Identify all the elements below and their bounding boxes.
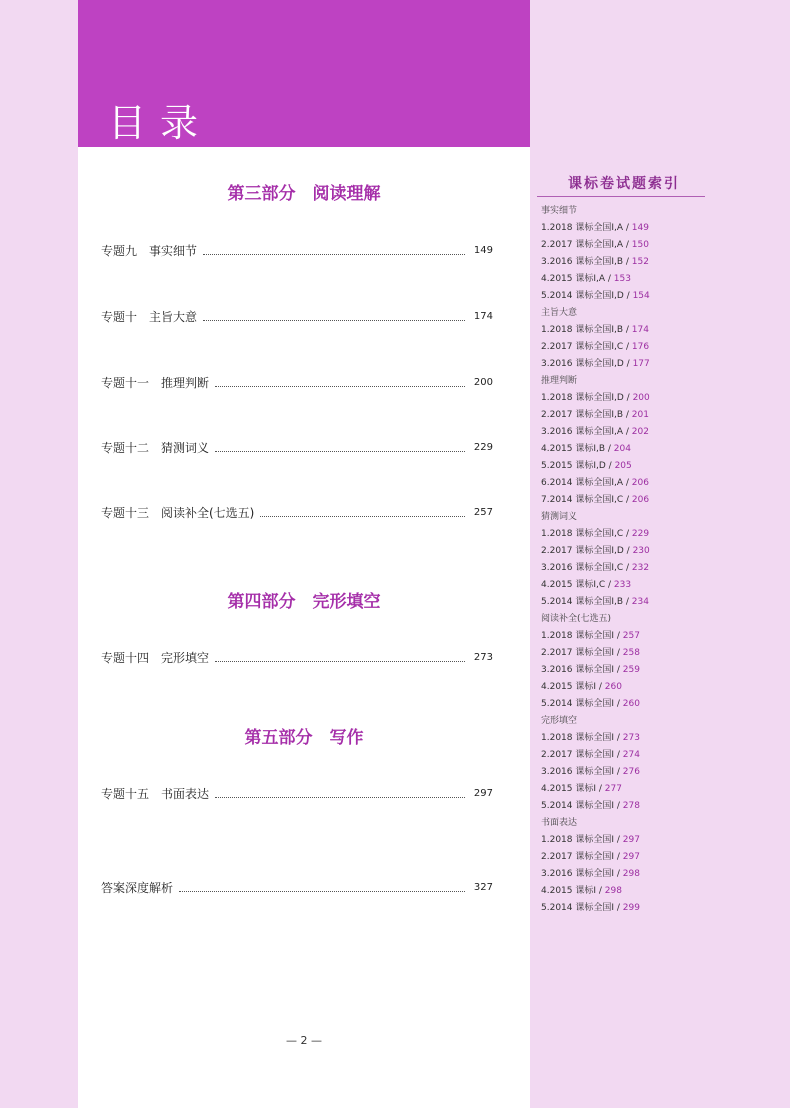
sidebar-index-list [541, 203, 781, 917]
sidebar-item-text: 3.2016 课标全国Ⅰ,B / [541, 257, 632, 267]
sidebar-item-page: 298 [622, 869, 640, 879]
toc-entry-page: 149 [473, 244, 493, 256]
sidebar-item-text: 4.2015 课标Ⅰ / [541, 886, 605, 896]
sidebar-item-text: 3.2016 课标全国Ⅰ,D / [541, 359, 633, 369]
sidebar-item-page: 150 [631, 240, 649, 250]
dot-leader [203, 312, 465, 321]
sidebar-item-text: 2.2017 课标全国Ⅰ / [541, 852, 623, 862]
sidebar-item-text: 书面表达 [541, 818, 578, 828]
sidebar-item-text: 2.2017 课标全国Ⅰ,D / [541, 546, 633, 556]
sidebar-item-page: 230 [632, 546, 650, 556]
sidebar-group-heading [541, 373, 781, 390]
sidebar-group-heading [541, 203, 781, 220]
main-content-panel [78, 147, 530, 1108]
sidebar-item-page: 259 [622, 665, 640, 675]
sidebar-item-text: 7.2014 课标全国Ⅰ,C / [541, 495, 632, 505]
sidebar-item-page: 200 [632, 393, 650, 403]
sidebar-item-text: 5.2014 课标全国Ⅰ,D / [541, 291, 633, 301]
sidebar-item-text: 4.2015 课标Ⅰ,C / [541, 580, 614, 590]
page-title: 目录 [108, 101, 213, 145]
sidebar-index-item[interactable] [541, 390, 781, 407]
sidebar-index-item[interactable] [541, 747, 781, 764]
toc-entry-page: 273 [473, 651, 493, 663]
toc-entry[interactable] [101, 878, 493, 896]
sidebar-item-page: 297 [622, 852, 640, 862]
sidebar-index-item[interactable] [541, 288, 781, 305]
sidebar-item-text: 3.2016 课标全国Ⅰ / [541, 767, 623, 777]
dot-leader [215, 653, 465, 662]
sidebar-index-item[interactable] [541, 696, 781, 713]
toc-entry-page: 257 [473, 506, 493, 518]
sidebar-item-page: 257 [622, 631, 640, 641]
sidebar-item-page: 277 [604, 784, 622, 794]
sidebar-group-heading [541, 713, 781, 730]
sidebar-index-item[interactable] [541, 492, 781, 509]
sidebar-item-page: 229 [631, 529, 650, 539]
sidebar-item-text: 1.2018 课标全国Ⅰ / [541, 733, 623, 743]
sidebar-item-text: 1.2018 课标全国Ⅰ,A / [541, 223, 632, 233]
sidebar-index-item[interactable] [541, 424, 781, 441]
sidebar-index-item[interactable] [541, 798, 781, 815]
sidebar-item-text: 2.2017 课标全国Ⅰ,C / [541, 342, 632, 352]
sidebar-item-page: 273 [622, 733, 640, 743]
toc-entry[interactable] [101, 307, 493, 325]
toc-entry-label: 专题十三 阅读补全(七选五) [101, 505, 255, 520]
sidebar-item-page: 206 [631, 495, 650, 505]
sidebar-item-text: 2.2017 课标全国Ⅰ / [541, 750, 623, 760]
sidebar-item-page: 152 [631, 257, 649, 267]
sidebar-item-text: 5.2014 课标全国Ⅰ,B / [541, 597, 632, 607]
toc-entry[interactable] [101, 503, 493, 521]
sidebar-index-item[interactable] [541, 883, 781, 900]
sidebar-item-text: 3.2016 课标全国Ⅰ,C / [541, 563, 632, 573]
sidebar-item-text: 阅读补全(七选五) [541, 614, 612, 624]
sidebar-index-item[interactable] [541, 441, 781, 458]
sidebar-index-item[interactable] [541, 475, 781, 492]
sidebar-index-item[interactable] [541, 730, 781, 747]
dot-leader [260, 508, 465, 517]
sidebar-index-item[interactable] [541, 662, 781, 679]
toc-entry-label: 专题十一 推理判断 [101, 375, 210, 390]
toc-entry-label: 专题十五 书面表达 [101, 786, 210, 801]
sidebar-index-item[interactable] [541, 356, 781, 373]
sidebar-item-text: 4.2015 课标Ⅰ / [541, 784, 605, 794]
sidebar-item-page: 205 [614, 461, 632, 471]
sidebar-item-page: 177 [632, 359, 650, 369]
sidebar-item-text: 3.2016 课标全国Ⅰ / [541, 665, 623, 675]
sidebar-item-text: 4.2015 课标Ⅰ,A / [541, 274, 614, 284]
sidebar-index-item[interactable] [541, 322, 781, 339]
sidebar-item-text: 3.2016 课标全国Ⅰ,A / [541, 427, 632, 437]
sidebar-index-item[interactable] [541, 849, 781, 866]
toc-entry-label: 专题十 主旨大意 [101, 309, 198, 324]
left-margin [0, 0, 78, 1108]
sidebar-item-text: 2.2017 课标全国Ⅰ,A / [541, 240, 632, 250]
sidebar-item-text: 1.2018 课标全国Ⅰ,D / [541, 393, 633, 403]
sidebar-item-page: 274 [622, 750, 640, 760]
sidebar-item-page: 202 [631, 427, 649, 437]
sidebar-item-page: 201 [631, 410, 649, 420]
toc-entry[interactable] [101, 784, 493, 802]
sidebar-item-page: 176 [631, 342, 650, 352]
sidebar-group-heading [541, 815, 781, 832]
toc-entry-label: 专题十二 猜测词义 [101, 440, 210, 455]
sidebar-item-page: 299 [622, 903, 640, 913]
sidebar-item-page: 233 [613, 580, 632, 590]
sidebar-index-item[interactable] [541, 407, 781, 424]
sidebar-item-text: 2.2017 课标全国Ⅰ,B / [541, 410, 632, 420]
sidebar-index-item[interactable] [541, 628, 781, 645]
sidebar-item-text: 6.2014 课标全国Ⅰ,A / [541, 478, 632, 488]
sidebar-index-item[interactable] [541, 339, 781, 356]
sidebar-item-text: 5.2015 课标Ⅰ,D / [541, 461, 615, 471]
sidebar-item-page: 174 [631, 325, 649, 335]
sidebar-item-text: 5.2014 课标全国Ⅰ / [541, 903, 623, 913]
sidebar-index-item[interactable] [541, 237, 781, 254]
sidebar-item-page: 234 [631, 597, 649, 607]
sidebar-item-page: 258 [622, 648, 640, 658]
sidebar-item-page: 153 [613, 274, 631, 284]
sidebar-item-text: 3.2016 课标全国Ⅰ / [541, 869, 623, 879]
sidebar-item-page: 278 [622, 801, 640, 811]
dot-leader [215, 443, 465, 452]
toc-entry[interactable] [101, 241, 493, 259]
sidebar-item-text: 1.2018 课标全国Ⅰ / [541, 631, 623, 641]
toc-entry-page: 297 [473, 787, 493, 799]
toc-entry-label: 答案深度解析 [101, 880, 174, 895]
sidebar-item-page: 260 [604, 682, 622, 692]
dot-leader [203, 246, 465, 255]
toc-entry-page: 200 [473, 376, 493, 388]
sidebar-group-heading [541, 509, 781, 526]
sidebar-item-page: 154 [632, 291, 650, 301]
toc-entry[interactable] [101, 648, 493, 666]
toc-entry-page: 174 [473, 310, 493, 322]
sidebar-item-text: 1.2018 课标全国Ⅰ / [541, 835, 623, 845]
sidebar-index-item[interactable] [541, 764, 781, 781]
toc-entry[interactable] [101, 373, 493, 391]
sidebar-item-page: 276 [622, 767, 640, 777]
sidebar-index-item[interactable] [541, 254, 781, 271]
dot-leader [215, 789, 465, 798]
sidebar-group-heading [541, 611, 781, 628]
sidebar-item-page: 260 [622, 699, 640, 709]
sidebar-index-item[interactable] [541, 781, 781, 798]
sidebar-item-text: 4.2015 课标Ⅰ,B / [541, 444, 614, 454]
sidebar-item-text: 推理判断 [541, 376, 578, 386]
section-title-reading: 第三部分 阅读理解 [227, 184, 381, 204]
sidebar-index-item[interactable] [541, 220, 781, 237]
sidebar-index-item[interactable] [541, 679, 781, 696]
sidebar-index-item[interactable] [541, 832, 781, 849]
sidebar-item-page: 298 [604, 886, 622, 896]
sidebar-divider [537, 196, 705, 197]
sidebar-index-item[interactable] [541, 543, 781, 560]
sidebar-item-page: 149 [631, 223, 649, 233]
sidebar-item-text: 5.2014 课标全国Ⅰ / [541, 801, 623, 811]
toc-entry-label: 专题九 事实细节 [101, 243, 198, 258]
sidebar-index-item[interactable] [541, 458, 781, 475]
toc-entry-label: 专题十四 完形填空 [101, 650, 210, 665]
sidebar-item-text: 事实细节 [541, 206, 578, 216]
sidebar-index-item[interactable] [541, 900, 781, 917]
sidebar-item-text: 主旨大意 [541, 308, 578, 318]
sidebar-item-text: 完形填空 [541, 716, 578, 726]
sidebar-item-text: 2.2017 课标全国Ⅰ / [541, 648, 623, 658]
sidebar-index-item[interactable] [541, 577, 781, 594]
sidebar-index-item[interactable] [541, 526, 781, 543]
sidebar-item-text: 猜测词义 [541, 512, 578, 522]
section-title-cloze: 第四部分 完形填空 [227, 592, 381, 612]
dot-leader [179, 883, 465, 892]
sidebar-item-text: 1.2018 课标全国Ⅰ,C / [541, 529, 632, 539]
sidebar-group-heading [541, 305, 781, 322]
toc-entry-page: 327 [473, 881, 493, 893]
dot-leader [215, 378, 465, 387]
section-title-writing: 第五部分 写作 [244, 728, 364, 748]
sidebar-index-item[interactable] [541, 866, 781, 883]
sidebar-title: 课标卷试题索引 [568, 176, 680, 192]
toc-entry-page: 229 [473, 441, 493, 453]
sidebar-item-text: 5.2014 课标全国Ⅰ / [541, 699, 623, 709]
sidebar-item-text: 4.2015 课标Ⅰ / [541, 682, 605, 692]
sidebar-index-item[interactable] [541, 271, 781, 288]
sidebar-index-item[interactable] [541, 645, 781, 662]
page-number: — 2 — [286, 1034, 322, 1047]
sidebar-item-page: 206 [631, 478, 649, 488]
sidebar-item-page: 232 [631, 563, 650, 573]
sidebar-item-page: 297 [622, 835, 640, 845]
toc-entry[interactable] [101, 438, 493, 456]
sidebar-index-item[interactable] [541, 560, 781, 577]
sidebar-index-item[interactable] [541, 594, 781, 611]
sidebar-item-page: 204 [613, 444, 631, 454]
sidebar-item-text: 1.2018 课标全国Ⅰ,B / [541, 325, 632, 335]
